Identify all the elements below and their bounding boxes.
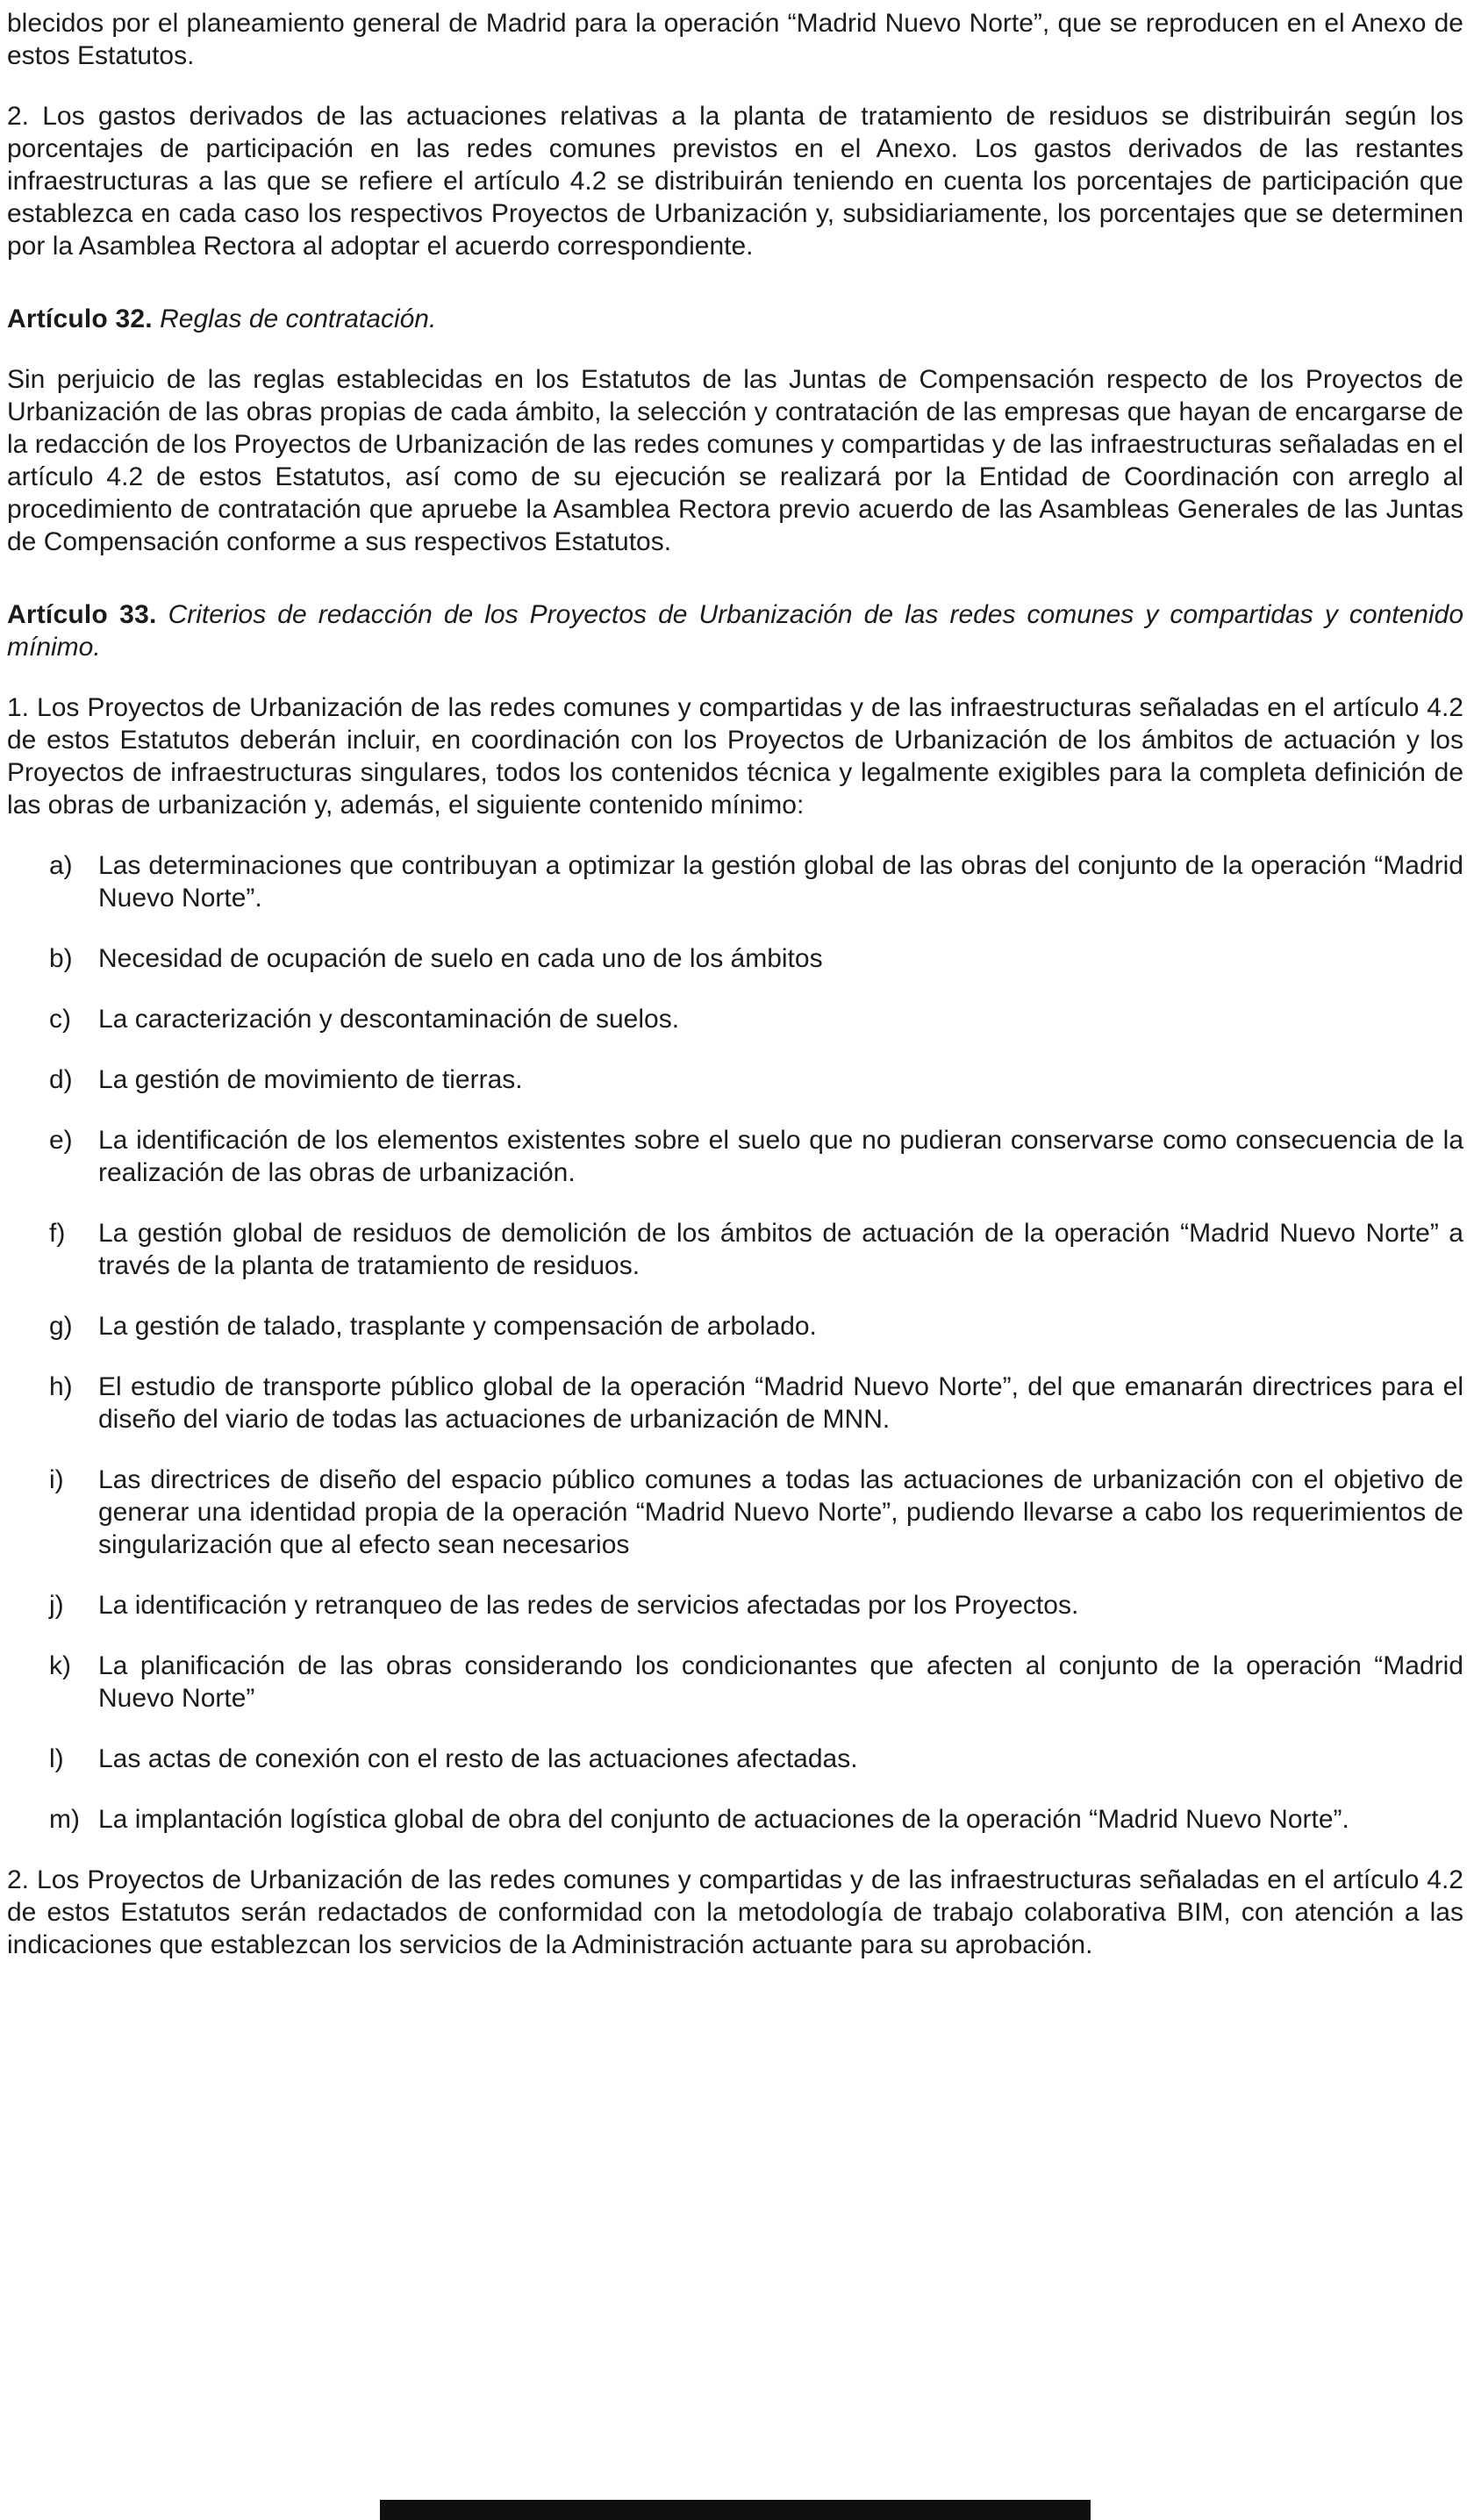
list-item-text: Necesidad de ocupación de suelo en cada uno de los ámbitos — [98, 944, 823, 973]
list-marker: l) — [49, 1744, 64, 1773]
article-32-title: Reglas de contratación. — [160, 304, 437, 333]
list-marker: e) — [49, 1126, 73, 1155]
list-marker: c) — [49, 1005, 71, 1034]
list-item-text: La gestión de talado, trasplante y compensación de arbolado. — [98, 1312, 817, 1341]
list-item-l — [7, 1743, 1463, 1775]
list-item-f — [7, 1217, 1463, 1282]
article-33-paragraph-1: 1. Los Proyectos de Urbanización de las redes comunes y compartidas y de las infraestructuras señaladas en el artículo 4.2 de estos Estatutos deberán incluir, en coordinación con los Proyectos de Urbanización de los ámbitos de actuación y los Proyectos de infraestructuras singulares, todos los contenidos técnica y legalmente exigibles para la completa definición de las obras de urbanización y, además, el siguiente contenido mínimo: — [7, 693, 1463, 820]
list-item-c — [7, 1003, 1463, 1035]
list-item-e — [7, 1124, 1463, 1189]
list-item-m — [7, 1803, 1463, 1836]
footer-banner — [380, 2500, 1091, 2520]
article-32-heading — [7, 303, 1463, 335]
paragraph-continuation: blecidos por el planeamiento general de Madrid para la operación “Madrid Nuevo Norte”, que se reproducen en el Anexo de estos Estatutos. — [7, 9, 1463, 70]
list-item-k — [7, 1650, 1463, 1715]
list-marker: m) — [49, 1805, 80, 1834]
list-item-text: Las actas de conexión con el resto de las actuaciones afectadas. — [98, 1744, 858, 1773]
list-marker: i) — [49, 1465, 64, 1494]
list-item-i — [7, 1464, 1463, 1561]
list-item-h — [7, 1371, 1463, 1435]
list-marker: h) — [49, 1372, 73, 1401]
list-item-text: Las directrices de diseño del espacio público comunes a todas las actuaciones de urbanización con el objetivo de generar una identidad propia de la operación “Madrid Nuevo Norte”, pudiendo llevarse a cabo los requerimientos de singularización que al efecto sean necesarios — [98, 1465, 1463, 1559]
list-item-text: El estudio de transporte público global de la operación “Madrid Nuevo Norte”, del que emanarán directrices para el diseño del viario de todas las actuaciones de urbanización de MNN. — [98, 1372, 1463, 1434]
article-33-paragraph-2: 2. Los Proyectos de Urbanización de las redes comunes y compartidas y de las infraestructuras señaladas en el artículo 4.2 de estos Estatutos serán redactados de conformidad con la metodología de trabajo colaborativa BIM, con atención a las indicaciones que establezcan los servicios de la Administración actuante para su aprobación. — [7, 1865, 1463, 1959]
list-item-text: La caracterización y descontaminación de suelos. — [98, 1005, 680, 1034]
article-33-heading — [7, 598, 1463, 663]
list-item-text: La implantación logística global de obra del conjunto de actuaciones de la operación “Madrid Nuevo Norte”. — [98, 1805, 1349, 1834]
article-32-body: Sin perjuicio de las reglas establecidas en los Estatutos de las Juntas de Compensación respecto de los Proyectos de Urbanización de las obras propias de cada ámbito, la selección y contratación de las empresas que hayan de encargarse de la redacción de los Proyectos de Urbanización de las redes comunes y compartidas y de las infraestructuras señaladas en el artículo 4.2 de estos Estatutos, así como de su ejecución se realizará por la Entidad de Coordinación con arreglo al procedimiento de contratación que apruebe la Asamblea Rectora previo acuerdo de las Asambleas Generales de las Juntas de Compensación conforme a sus respectivos Estatutos. — [7, 365, 1463, 556]
list-marker: f) — [49, 1219, 66, 1248]
list-item-text: La identificación y retranqueo de las redes de servicios afectadas por los Proyectos. — [98, 1591, 1079, 1620]
paragraph-gastos: 2. Los gastos derivados de las actuaciones relativas a la planta de tratamiento de residuos se distribuirán según los porcentajes de participación en las redes comunes previstos en el Anexo. Los gastos derivados de las restantes infraestructuras a las que se refiere el artículo 4.2 se distribuirán teniendo en cuenta los porcentajes de participación que establezca en cada caso los respectivos Proyectos de Urbanización y, subsidiariamente, los porcentajes que se determinen por la Asamblea Rectora al adoptar el acuerdo correspondiente. — [7, 102, 1463, 261]
list-item-d — [7, 1063, 1463, 1096]
list-marker: a) — [49, 851, 73, 880]
list-marker: d) — [49, 1065, 73, 1094]
list-marker: k) — [49, 1651, 71, 1680]
list-item-b — [7, 942, 1463, 975]
list-item-text: La planificación de las obras considerando los condicionantes que afecten al conjunto de la operación “Madrid Nuevo Norte” — [98, 1651, 1463, 1713]
list-item-text: Las determinaciones que contribuyan a optimizar la gestión global de las obras del conjunto de la operación “Madrid Nuevo Norte”. — [98, 851, 1463, 913]
list-item-text: La identificación de los elementos existentes sobre el suelo que no pudieran conservarse como consecuencia de la realización de las obras de urbanización. — [98, 1126, 1463, 1187]
list-item-a — [7, 849, 1463, 914]
list-item-text: La gestión global de residuos de demolición de los ámbitos de actuación de la operación “Madrid Nuevo Norte” a través de la planta de tratamiento de residuos. — [98, 1219, 1463, 1280]
requirements-list — [7, 849, 1463, 1836]
list-item-j — [7, 1589, 1463, 1622]
article-32-label: Artículo 32. — [7, 304, 153, 333]
list-item-g — [7, 1310, 1463, 1342]
article-33-title: Criterios de redacción de los Proyectos de Urbanización de las redes comunes y compartidas y contenido mínimo. — [7, 600, 1463, 662]
list-marker: j) — [49, 1591, 64, 1620]
article-33-label: Artículo 33. — [7, 600, 157, 629]
list-marker: b) — [49, 944, 73, 973]
list-marker: g) — [49, 1312, 73, 1341]
list-item-text: La gestión de movimiento de tierras. — [98, 1065, 523, 1094]
